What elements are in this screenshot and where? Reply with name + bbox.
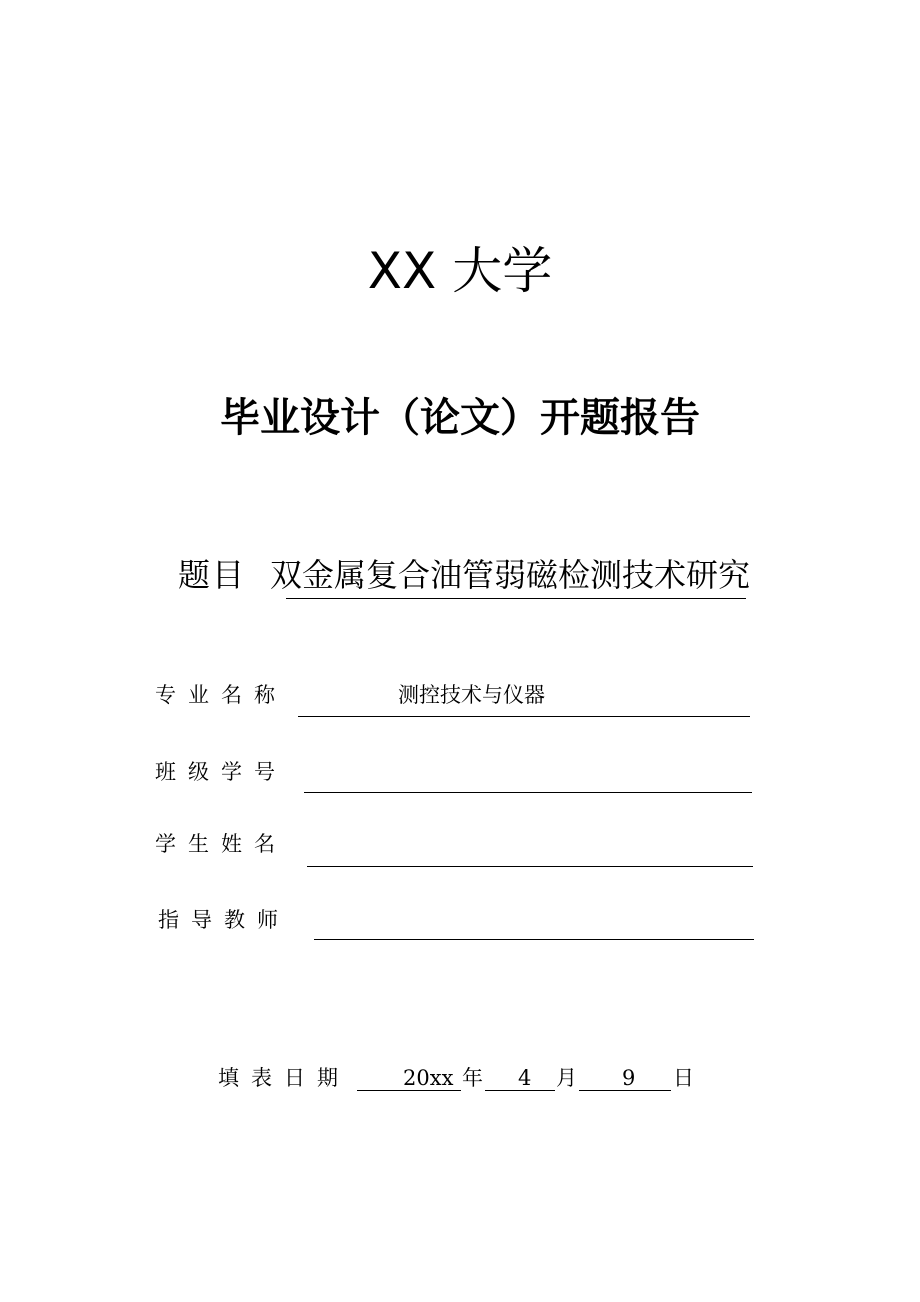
major-value: 测控技术与仪器 (398, 683, 545, 707)
advisor-underline (314, 939, 754, 940)
university-name: XX 大学 (367, 242, 553, 300)
topic-value: 双金属复合油管弱磁检测技术研究 (270, 556, 751, 594)
month-value: 4 (518, 1066, 532, 1090)
report-title: 毕业设计（论文）开题报告 (220, 395, 700, 441)
year-unit: 年 (462, 1066, 483, 1090)
year-value: 20xx (403, 1066, 454, 1090)
topic-label: 题目 (178, 556, 247, 594)
student-name-label: 学生姓名 (155, 832, 287, 856)
day-unit: 日 (673, 1066, 694, 1090)
class-id-underline (304, 792, 752, 793)
class-id-label: 班级学号 (155, 760, 287, 784)
month-unit: 月 (556, 1066, 577, 1090)
student-name-underline (307, 866, 753, 867)
major-underline (298, 716, 750, 717)
day-value: 9 (622, 1066, 636, 1090)
topic-underline (286, 598, 746, 599)
advisor-label: 指导教师 (158, 908, 290, 932)
fill-date-label: 填表日期 (218, 1066, 350, 1090)
major-label: 专业名称 (155, 683, 287, 707)
